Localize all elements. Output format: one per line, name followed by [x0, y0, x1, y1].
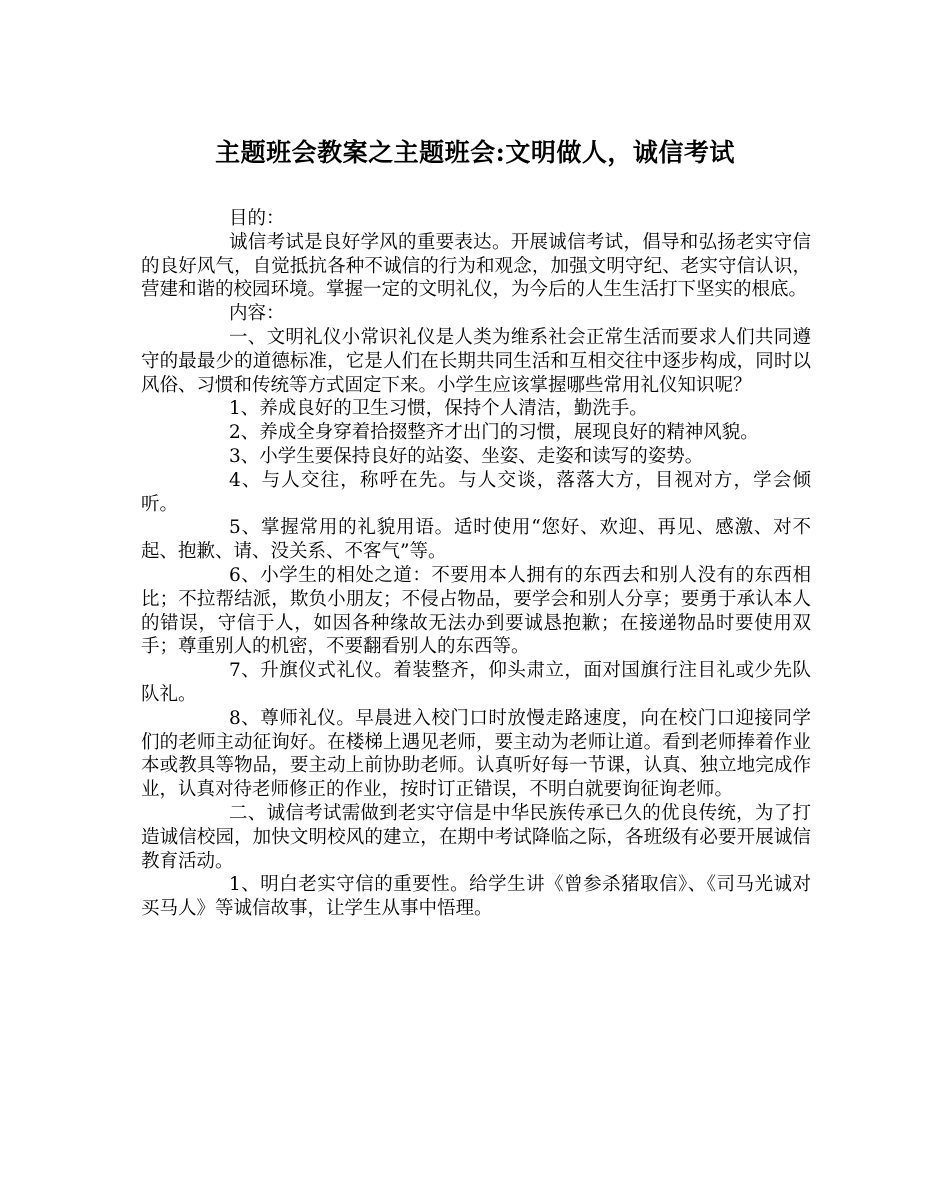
paragraph-item-6: 6、小学生的相处之道：不要用本人拥有的东西去和别人没有的东西相比；不拉帮结派，欺负小朋友；不侵占物品，要学会和别人分享；要勇于承认本人的错误，守信于人，如因各种缘故无法办到要诚恳抱歉；在接递物品时要使用双手；尊重别人的机密，不要翻看别人的东西等。: [141, 564, 811, 658]
paragraph-honest-item-1: 1、明白老实守信的重要性。给学生讲《曾参杀猪取信》、《司马光诚对买马人》等诚信故事，让学生从事中悟理。: [141, 874, 811, 920]
paragraph-etiquette-intro: 一、文明礼仪小常识礼仪是人类为维系社会正常生活而要求人们共同遵守的最最少的道德标准，它是人们在长期共同生活和互相交往中逐步构成，同时以风俗、习惯和传统等方式固定下来。小学生应该掌握哪些常用礼仪知识呢？: [141, 326, 811, 396]
paragraph-item-1: 1、养成良好的卫生习惯，保持个人清洁，勤洗手。: [229, 398, 648, 420]
paragraph-item-7: 7、升旗仪式礼仪。着装整齐，仰头肃立，面对国旗行注目礼或少先队队礼。: [141, 660, 811, 705]
document-title: 主题班会教案之主题班会:文明做人，诚信考试: [215, 138, 735, 167]
paragraph-content-heading: 内容：: [229, 303, 285, 325]
paragraph-item-2: 2、养成全身穿着拾掇整齐才出门的习惯，展现良好的精神风貌。: [229, 422, 759, 444]
paragraph-honest-exam-intro: 二、诚信考试需做到老实守信是中华民族传承已久的优良传统，为了打造诚信校园，加快文明校风的建立，在期中考试降临之际，各班级有必要开展诚信教育活动。: [141, 802, 811, 872]
document-body: [141, 207, 811, 921]
paragraph-purpose: 诚信考试是良好学风的重要表达。开展诚信考试，倡导和弘扬老实守信的良好风气，自觉抵抗各种不诚信的行为和观念，加强文明守纪、老实守信认识，营建和谐的校园环境。掌握一定的文明礼仪，为今后的人生生活打下坚实的根底。: [141, 231, 811, 301]
paragraph-purpose-heading: 目的：: [229, 208, 285, 229]
paragraph-item-5: 5、掌握常用的礼貌用语。适时使用“您好、欢迎、再见、感激、对不起、抱歉、请、没关系、不客气”等。: [141, 517, 811, 563]
paragraph-item-8: 8、尊师礼仪。早晨进入校门口时放慢走路速度，向在校门口迎接同学们的老师主动征询好。在楼梯上遇见老师，要主动为老师让道。看到老师捧着作业本或教具等物品，要主动上前协助老师。认真听好每一节课，认真、独立地完成作业，认真对待老师修正的作业，按时订正错误，不明白就要询征询老师。: [141, 707, 811, 801]
paragraph-item-4: 4、与人交往，称呼在先。与人交谈，落落大方，目视对方，学会倾听。: [141, 469, 811, 515]
paragraph-item-3: 3、小学生要保持良好的站姿、坐姿、走姿和读写的姿势。: [229, 445, 704, 467]
